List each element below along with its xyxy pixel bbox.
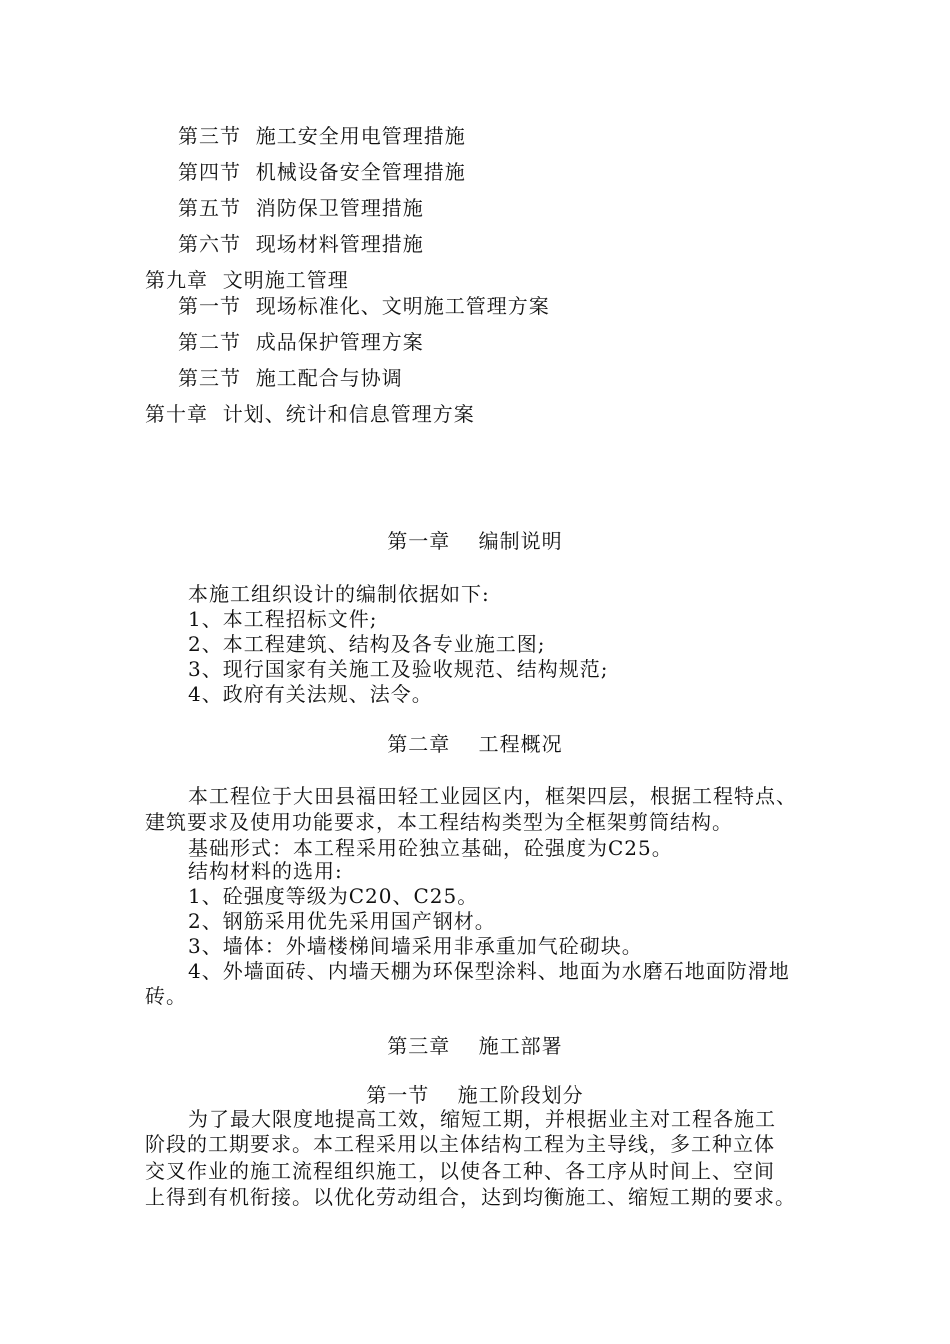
toc-item <box>178 194 424 222</box>
toc-item <box>178 230 424 258</box>
toc-item-title: 施工安全用电管理措施 <box>255 124 466 148</box>
toc-chapter <box>145 266 349 294</box>
toc-item <box>178 122 466 150</box>
paragraph: 建筑要求及使用功能要求，本工程结构类型为全框架剪筒结构。 <box>145 810 733 834</box>
toc-item-number: 第一节 <box>178 294 241 318</box>
toc-item-number: 第四节 <box>178 160 241 184</box>
toc-item-title: 消防保卫管理措施 <box>255 196 424 220</box>
paragraph: 上得到有机衔接。以优化劳动组合，达到均衡施工、缩短工期的要求。 <box>145 1185 796 1209</box>
toc-item <box>178 158 466 186</box>
chapter-heading: 第一章 编制说明 <box>387 529 563 553</box>
toc-item-title: 文明施工管理 <box>222 268 349 292</box>
list-item-continuation: 砖。 <box>145 984 187 1008</box>
toc-item-number: 第六节 <box>178 232 241 256</box>
list-item: 1、本工程招标文件; <box>188 607 378 631</box>
list-item: 2、钢筋采用优先采用国产钢材。 <box>188 909 496 933</box>
paragraph: 为了最大限度地提高工效，缩短工期，并根据业主对工程各施工 <box>188 1107 776 1131</box>
toc-item-number: 第五节 <box>178 196 241 220</box>
list-item: 4、政府有关法规、法令。 <box>188 682 433 706</box>
toc-item-title: 计划、统计和信息管理方案 <box>222 402 475 426</box>
toc-item-title: 现场标准化、文明施工管理方案 <box>255 294 550 318</box>
list-item: 3、现行国家有关施工及验收规范、结构规范; <box>188 657 609 681</box>
paragraph: 本施工组织设计的编制依据如下: <box>188 582 490 606</box>
chapter-heading: 第三章 施工部署 <box>387 1034 563 1058</box>
toc-item-title: 现场材料管理措施 <box>255 232 424 256</box>
toc-chapter <box>145 400 475 428</box>
toc-item-title: 施工配合与协调 <box>255 366 403 390</box>
toc-item-number: 第九章 <box>145 268 208 292</box>
paragraph: 交叉作业的施工流程组织施工，以使各工种、各工序从时间上、空间 <box>145 1159 775 1183</box>
toc-item-number: 第三节 <box>178 366 241 390</box>
toc-item <box>178 328 424 356</box>
toc-item-number: 第二节 <box>178 330 241 354</box>
section-heading: 第一节 施工阶段划分 <box>366 1083 584 1107</box>
paragraph: 结构材料的选用: <box>188 859 343 883</box>
paragraph: 阶段的工期要求。本工程采用以主体结构工程为主导线，多工种立体 <box>145 1132 775 1156</box>
paragraph: 基础形式：本工程采用砼独立基础，砼强度为C25。 <box>188 836 673 860</box>
list-item: 4、外墙面砖、内墙天棚为环保型涂料、地面为水磨石地面防滑地 <box>188 959 790 983</box>
toc-item-title: 成品保护管理方案 <box>255 330 424 354</box>
list-item: 1、砼强度等级为C20、C25。 <box>188 884 479 908</box>
toc-item <box>178 292 550 320</box>
list-item: 2、本工程建筑、结构及各专业施工图; <box>188 632 546 656</box>
toc-item <box>178 364 403 392</box>
toc-item-title: 机械设备安全管理措施 <box>255 160 466 184</box>
paragraph: 本工程位于大田县福田轻工业园区内，框架四层，根据工程特点、 <box>188 784 797 808</box>
list-item: 3、墙体：外墙楼梯间墙采用非承重加气砼砌块。 <box>188 934 643 958</box>
chapter-heading: 第二章 工程概况 <box>387 732 563 756</box>
toc-item-number: 第十章 <box>145 402 208 426</box>
toc-item-number: 第三节 <box>178 124 241 148</box>
